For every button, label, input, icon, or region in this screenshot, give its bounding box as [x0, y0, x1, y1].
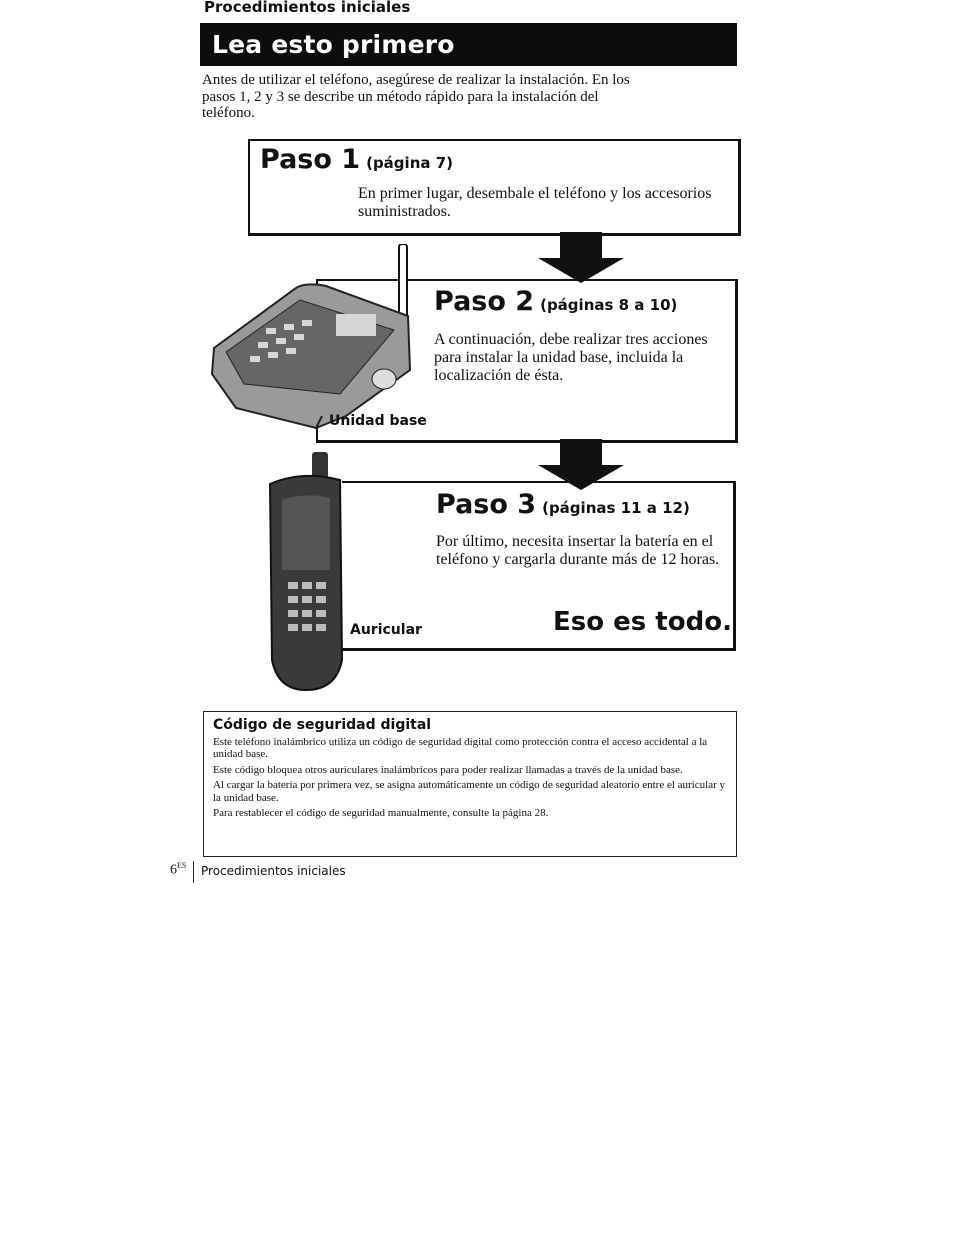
step1-title: [260, 144, 453, 175]
step1-text: En primer lugar, desembale el teléfono y los accesorios suministrados.: [358, 185, 712, 220]
base-unit-illustration: [196, 244, 422, 432]
page-number: [170, 861, 186, 879]
security-paragraph: Al cargar la batería por primera vez, se asigna automáticamente un código de seguridad aleatorio entre el auricular y la unidad base.: [213, 779, 725, 804]
step3-text: Por último, necesita insertar la batería en el teléfono y cargarla durante más de 12 horas.: [436, 533, 720, 568]
security-note: [203, 711, 737, 857]
footer-section: Procedimientos iniciales: [201, 864, 346, 878]
security-title: Código de seguridad digital: [213, 717, 432, 733]
step1-heading: Paso 1: [260, 144, 361, 175]
security-paragraph: Para restablecer el código de seguridad manualmente, consulte la página 28.: [213, 807, 549, 820]
section-header: Procedimientos iniciales: [204, 0, 411, 16]
page-number-value: 6: [170, 862, 177, 878]
step2-pages: (páginas 8 a 10): [540, 296, 678, 314]
step2-text: A continuación, debe realizar tres acciones para instalar la unidad base, incluida la localización de ésta.: [434, 331, 708, 384]
security-paragraph: Este código bloquea otros auriculares inalámbricos para poder realizar llamadas a través de la unidad base.: [213, 763, 683, 776]
step1-pages: (página 7): [366, 154, 454, 172]
security-paragraph: Este teléfono inalámbrico utiliza un código de seguridad digital como protección contra el acceso accidental a la unidad base.: [213, 736, 708, 761]
step2-title: [434, 286, 677, 317]
step2-heading: Paso 2: [434, 286, 535, 317]
step3-title: [436, 489, 690, 520]
title-bar: [200, 23, 737, 66]
page-title: Lea esto primero: [212, 30, 455, 59]
final-message: Eso es todo.: [553, 607, 732, 637]
handset-illustration: [256, 450, 346, 695]
base-unit-caption: Unidad base: [329, 413, 427, 429]
down-arrow-icon: [536, 232, 626, 284]
step3-pages: (páginas 11 a 12): [542, 499, 690, 517]
footer-divider: [193, 861, 194, 883]
page-number-suffix: ES: [177, 861, 187, 870]
step3-heading: Paso 3: [436, 489, 537, 520]
handset-caption: Auricular: [350, 622, 422, 638]
intro-text: Antes de utilizar el teléfono, asegúrese de realizar la instalación. En los pasos 1, 2 y 3 se describe un método rápido para la instalación del teléfono.: [202, 72, 630, 121]
